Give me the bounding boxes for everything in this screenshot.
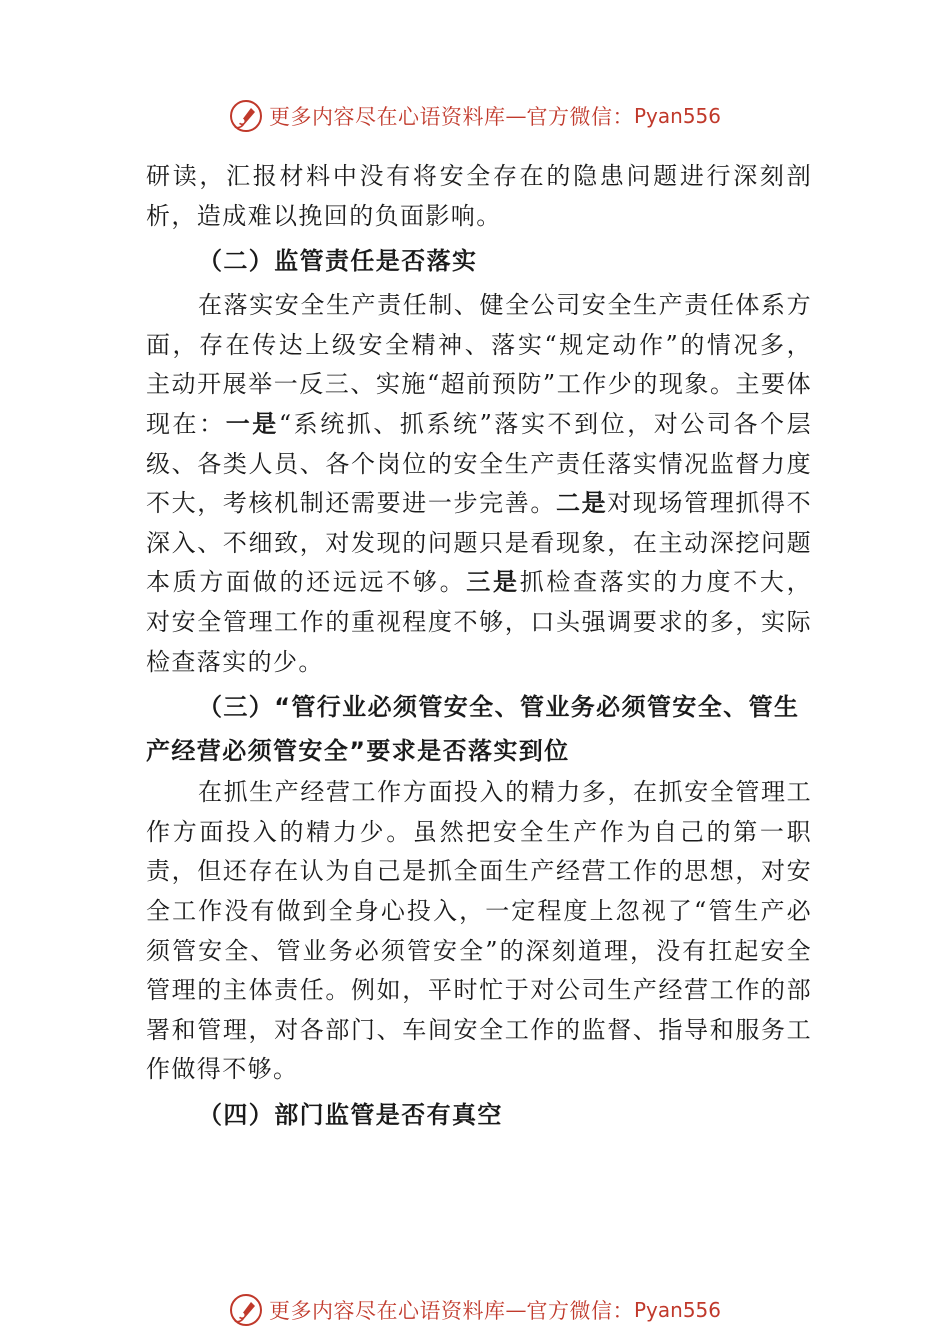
paragraph-section-3: 在抓生产经营工作方面投入的精力多，在抓安全管理工作方面投入的精力少。虽然把安全生产作为自己的第一职责，但还存在认为自己是抓全面生产经营工作的思想，对安全工作没有做到全身心投入，一定程度上忽视了“管生产必须管安全、管业务必须管安全”的深刻道理，没有扛起安全管理的主体责任。例如，平时忙于对公司生产经营工作的部署和管理，对各部门、车间安全工作的监督、指导和服务工作做得不够。 <box>146 778 812 1084</box>
footer-watermark <box>0 1290 950 1330</box>
point-3-label: 三是 <box>466 568 520 597</box>
paragraph-continued: 研读，汇报材料中没有将安全存在的隐患问题进行深刻剖析，造成难以挽回的负面影响。 <box>146 162 812 230</box>
heading-section-3: （三）“管行业必须管安全、管业务必须管安全、管生产经营必须管安全”要求是否落实到位 <box>146 693 800 766</box>
point-2-text: 对现场管理抓得不深入、不细致，对发现的问题只是看现象，在主动深挖问题本质方面做的还远远不够。 <box>146 489 812 597</box>
heading-section-2: （二）监管责任是否落实 <box>198 247 478 276</box>
watermark-account: Pyan556 <box>633 1298 721 1322</box>
watermark-official-label: 官方微信： <box>526 1299 634 1323</box>
pen-nib-logo-icon <box>229 1293 263 1327</box>
watermark-separator: — <box>505 1298 527 1322</box>
watermark-account: Pyan556 <box>633 104 721 128</box>
watermark-official-label: 官方微信： <box>526 105 634 129</box>
paragraph-section-2 <box>146 286 812 682</box>
point-1-text: “系统抓、抓系统”落实不到位，对公司各个层级、各类人员、各个岗位的安全生产责任落实情况监督力度不大，考核机制还需要进一步完善。 <box>146 409 812 518</box>
watermark-separator: — <box>505 104 527 128</box>
document-body <box>146 157 812 1137</box>
header-watermark <box>0 96 950 136</box>
point-1-label: 一是 <box>225 409 279 438</box>
paragraph-section-2-intro: 在落实安全生产责任制、健全公司安全生产责任体系方面，存在传达上级安全精神、落实“规定动作”的情况多， 主动开展举一反三、实施“超前预防”工作少的现象。主要体现在： <box>146 291 812 438</box>
heading-section-4: （四）部门监管是否有真空 <box>198 1100 503 1129</box>
point-2-label: 二是 <box>555 489 608 518</box>
watermark-text: 更多内容尽在心语资料库 <box>268 105 506 129</box>
watermark-text: 更多内容尽在心语资料库 <box>268 1299 506 1323</box>
point-3-text: 抓检查落实的力度不大， 对安全管理工作的重视程度不够，口头强调要求的多，实际检查落实的少。 <box>146 568 812 676</box>
pen-nib-logo-icon <box>229 99 263 133</box>
